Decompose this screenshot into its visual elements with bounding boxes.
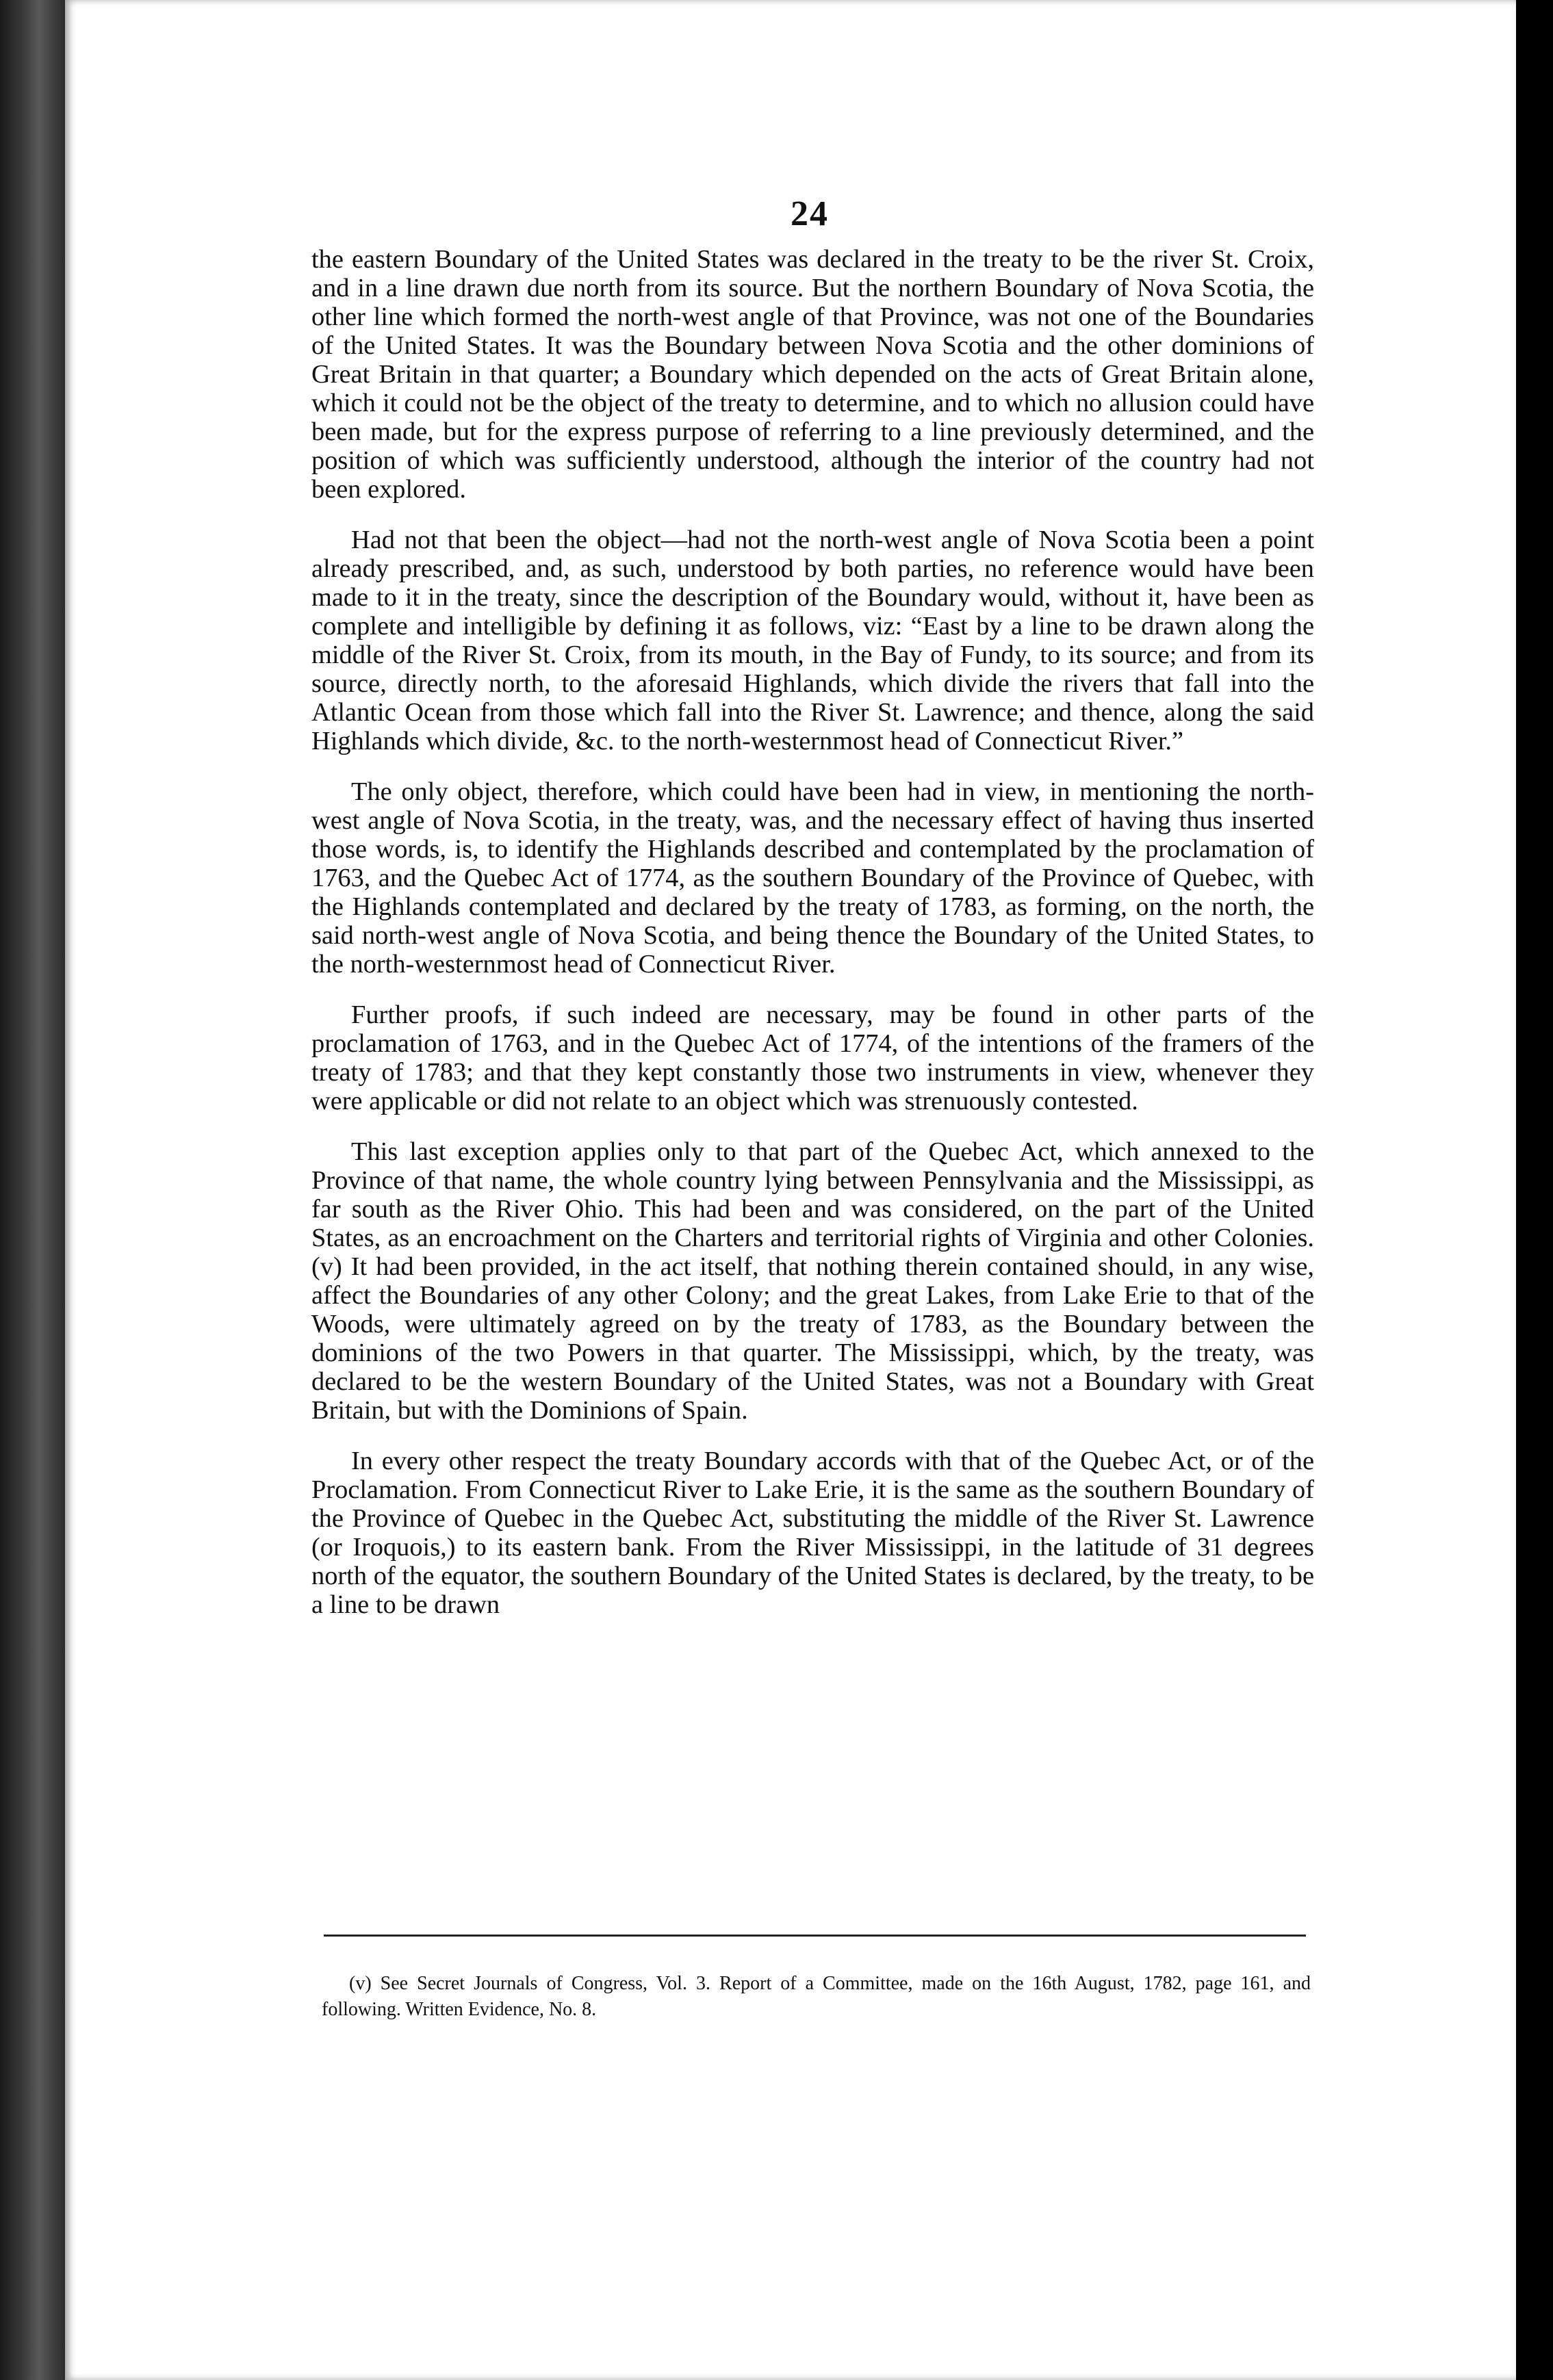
- paragraph-2: Had not that been the object—had not the north-west angle of Nova Scotia been a point already prescribed, and, as such, understood by both parties, no reference would have been made to it in the treaty, since the description of the Boundary would, without it, have been as complete and intelligible by defining it as follows, viz: “East by a line to be drawn along the middle of the River St. Croix, from its mouth, in the Bay of Fundy, to its source; and from its source, directly north, to the aforesaid Highlands, which divide the rivers that fall into the Atlantic Ocean from those which fall into the River St. Lawrence; and thence, along the said Highlands which divide, &c. to the north-westernmost head of Connecticut River.”: [311, 526, 1314, 755]
- paragraph-3: The only object, therefore, which could have been had in view, in mentioning the north-west angle of Nova Scotia, in the treaty, was, and the necessary effect of having thus inserted those words, is, to identify the Highlands described and contemplated by the proclamation of 1763, and the Quebec Act of 1774, as the southern Boundary of the Province of Quebec, with the Highlands contemplated and declared by the treaty of 1783, as forming, on the north, the said north-west angle of Nova Scotia, and being thence the Boundary of the United States, to the north-westernmost head of Connecticut River.: [311, 777, 1314, 979]
- page-number: 24: [791, 194, 829, 233]
- book-page: [65, 0, 1516, 2380]
- paragraph-6: In every other respect the treaty Boundary accords with that of the Quebec Act, or of the Proclamation. From Connecticut River to Lake Erie, it is the same as the southern Boundary of the Province of Quebec in the Quebec Act, substituting the middle of the River St. Lawrence (or Iroquois,) to its eastern bank. From the River Mississippi, in the latitude of 31 degrees north of the equator, the southern Boundary of the United States is declared, by the treaty, to be a line to be drawn: [311, 1447, 1314, 1619]
- book-binding-shadow: [0, 0, 65, 2380]
- footnote-divider: [324, 1935, 1306, 1937]
- paragraph-5: This last exception applies only to that part of the Quebec Act, which annexed to the Province of that name, the whole country lying between Pennsylvania and the Mississippi, as far south as the River Ohio. This had been and was considered, on the part of the United States, as an encroachment on the Charters and territorial rights of Virginia and other Colonies. (v) It had been provided, in the act itself, that nothing therein contained should, in any wise, affect the Boundaries of any other Colony; and the great Lakes, from Lake Erie to that of the Woods, were ultimately agreed on by the treaty of 1783, as the Boundary between the dominions of the two Powers in that quarter. The Mississippi, which, by the treaty, was declared to be the western Boundary of the United States, was not a Boundary with Great Britain, but with the Dominions of Spain.: [311, 1137, 1314, 1425]
- body-text: [311, 245, 1314, 1641]
- footnote: (v) See Secret Journals of Congress, Vol. 3. Report of a Committee, made on the 16th August, 1782, page 161, and following. Written Evidence, No. 8.: [322, 1973, 1311, 2020]
- paragraph-1: the eastern Boundary of the United States was declared in the treaty to be the river St. Croix, and in a line drawn due north from its source. But the northern Boundary of Nova Scotia, the other line which formed the north-west angle of that Province, was not one of the Boundaries of the United States. It was the Boundary between Nova Scotia and the other dominions of Great Britain in that quarter; a Boundary which depended on the acts of Great Britain alone, which it could not be the object of the treaty to determine, and to which no allusion could have been made, but for the express purpose of referring to a line previously determined, and the position of which was sufficiently understood, although the interior of the country had not been explored.: [311, 245, 1314, 504]
- paragraph-4: Further proofs, if such indeed are necessary, may be found in other parts of the proclamation of 1763, and in the Quebec Act of 1774, of the intentions of the framers of the treaty of 1783; and that they kept constantly those two instruments in view, whenever they were applicable or did not relate to an object which was strenuously contested.: [311, 1000, 1314, 1115]
